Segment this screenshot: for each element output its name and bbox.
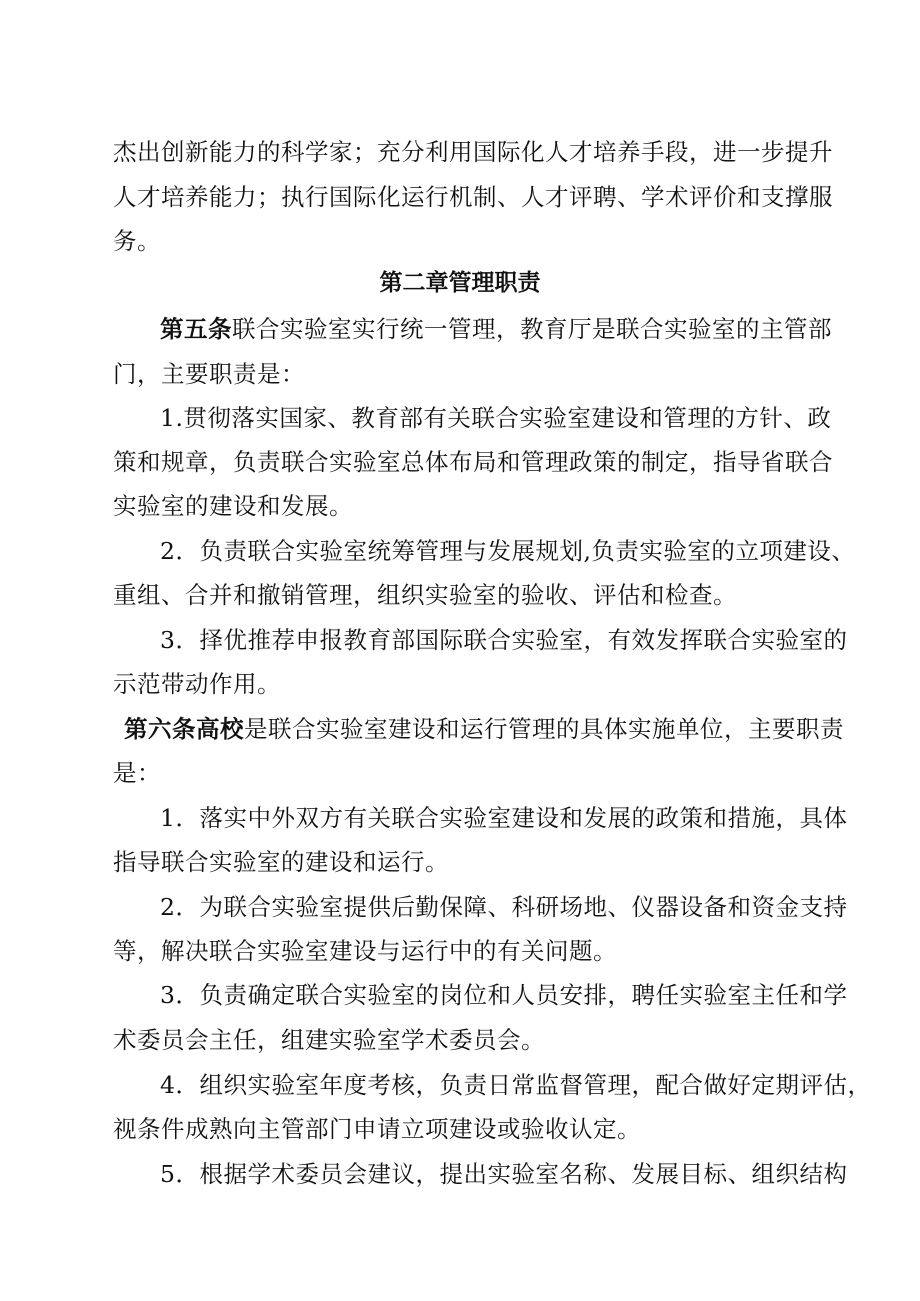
article6-label: 第六条高校 xyxy=(124,715,244,743)
article6-first-line xyxy=(124,714,844,744)
article5-first-line xyxy=(160,314,832,344)
article6-item3-line2: 术委员会主任，组建实验室学术委员会。 xyxy=(113,1026,545,1054)
article6-item4-line1: 4．组织实验室年度考核，负责日常监督管理，配合做好定期评估， xyxy=(160,1071,872,1099)
article5-item1-line1: 1.贯彻落实国家、教育部有关联合实验室建设和管理的方针、政 xyxy=(160,404,832,432)
article6-item1-line2: 指导联合实验室的建设和运行。 xyxy=(113,848,449,876)
article5-item2-line2: 重组、合并和撤销管理，组织实验室的验收、评估和检查。 xyxy=(113,581,737,609)
article5-item3-line2: 示范带动作用。 xyxy=(113,670,281,698)
article6-text: 是联合实验室建设和运行管理的具体实施单位，主要职责 xyxy=(244,715,844,743)
intro-line-1: 杰出创新能力的科学家；充分利用国际化人才培养手段，进一步提升 xyxy=(113,138,833,166)
article5-item1-line2: 策和规章，负责联合实验室总体布局和管理政策的制定，指导省联合 xyxy=(113,448,833,476)
article5-line-2: 门，主要职责是： xyxy=(113,360,305,388)
intro-line-2: 人才培养能力；执行国际化运行机制、人才评聘、学术评价和支撑服 xyxy=(113,183,833,211)
article5-label: 第五条 xyxy=(160,315,232,343)
article5-item3-line1: 3．择优推荐申报教育部国际联合实验室，有效发挥联合实验室的 xyxy=(160,626,848,654)
intro-line-3: 务。 xyxy=(113,227,161,255)
article6-item3-line1: 3．负责确定联合实验室的岗位和人员安排，聘任实验室主任和学 xyxy=(160,981,848,1009)
article5-item1-line3: 实验室的建设和发展。 xyxy=(113,492,353,520)
article6-item4-line2: 视条件成熟向主管部门申请立项建设或验收认定。 xyxy=(113,1115,641,1143)
chapter-title: 第二章管理职责 xyxy=(379,270,541,296)
article5-item2-line1: 2．负责联合实验室统筹管理与发展规划,负责实验室的立项建设、 xyxy=(160,537,856,565)
article6-item2-line2: 等，解决联合实验室建设与运行中的有关问题。 xyxy=(113,937,617,965)
article6-line-2: 是： xyxy=(113,759,161,787)
article6-item1-line1: 1．落实中外双方有关联合实验室建设和发展的政策和措施，具体 xyxy=(160,804,848,832)
article5-text: 联合实验室实行统一管理，教育厅是联合实验室的主管部 xyxy=(232,315,832,343)
article6-item5-line1: 5．根据学术委员会建议，提出实验室名称、发展目标、组织结构 xyxy=(160,1160,848,1188)
article6-item2-line1: 2．为联合实验室提供后勤保障、科研场地、仪器设备和资金支持 xyxy=(160,893,848,921)
